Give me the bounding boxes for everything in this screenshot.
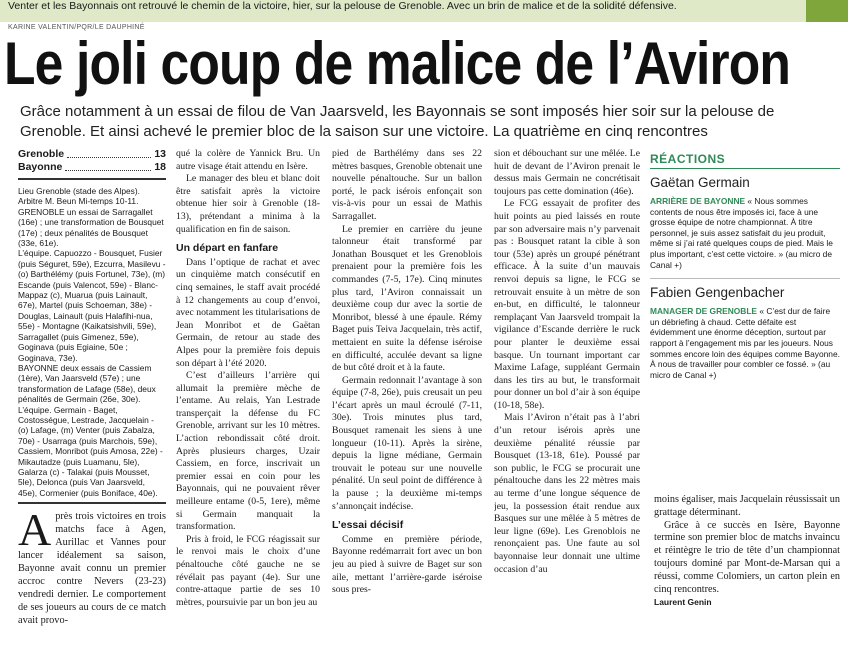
score-team: Bayonne xyxy=(18,161,63,173)
column-2 xyxy=(176,148,320,670)
body-paragraph: sion et débouchant sur une mêlée. Le huit de devant de l’Aviron prenait le dessus mais Germain ne concrétisait toujours pas cette domination (46e). xyxy=(494,148,640,197)
info-paragraph: L’équipe. Capuozzo - Bousquet, Fusier (puis Séguret, 59e), Ezcurra, Masilevu - (o) Barthélémy (puis Fortunel, 73e), (m) Escande (puis Valencot, 59e) - Blanc-Mappaz (c), Muarua (puis Lainault, 67e), Martel (puis Schoeman, 38e) - Douglas, Lainault (puis Halafihi-nua, 55e) - Montagne (Kaikatsishvili, 59e), Sarragallet (puis Gimenez, 59e), Goginava (puis Egiaine, 50e ; Goginava, 73e). xyxy=(18,248,166,363)
body-paragraph: Dans l’optique de rachat et avec un cinquième match consécutif en cinq semaines, le staff avait procédé à 12 changements au coup d’envoi, avec notamment les titularisations de Jean Monribot et de Gaëtan Germain, de retour au stade des Alpes pour la première fois depuis son départ à l’été 2020. xyxy=(176,256,320,369)
info-paragraph: GRENOBLE un essai de Sarragallet (16e) ; une transformation de Bousquet (17e) ; deux pénalités de Bousquet (33e, 61e). xyxy=(18,206,164,249)
quote-role: MANAGER DE GRENOBLE xyxy=(650,306,758,317)
body-paragraph: Comme en première période, Bayonne redémarrait fort avec un bon jeu au pied à suivre de Baget sur son aile, mettant l’arrière-garde iséroise sous pres- xyxy=(332,533,482,596)
body-paragraph: moins égaliser, mais Jacquelain réussissait un grattage déterminant. xyxy=(654,494,840,518)
quote-role: ARRIÈRE DE BAYONNE xyxy=(650,196,746,206)
standfirst: Grâce notamment à un essai de filou de Van Jaarsveld, les Bayonnais se sont imposés hier soir sur la pelouse de Grenoble. Et ainsi achevé le premier bloc de la saison sur une victoire. La quatrième en cinq rencontres xyxy=(20,103,775,140)
photo-caption xyxy=(0,0,848,22)
body-paragraph: Le FCG essayait de profiter des huit points au pied laissés en route par son adversaire mais n’y parvenait pas : Bousquet ratant la cible à son tour (53e) après un groupé pénétrant efficace. À la suite d’un mauvais renvoi depuis sa ligne, le FCG se retrouvait ensuite à un mètre de son en-but, en difficulté, le talonneur remplaçant Van Jaarsveld trompait la vigilance d’Escande derrière le ruck pour planter le deuxième essai basque. Un tournant important car Maxime Lafage, suppléant Germain dans les tirs au but, le transformait pour donner un bol d’air à son équipe (10-18, 58e). xyxy=(494,198,640,411)
quote xyxy=(650,306,840,380)
score-leader xyxy=(65,161,151,171)
quote xyxy=(650,196,840,270)
body-paragraph: Le manager des bleu et blanc doit être satisfait après la victoire obtenue hier soir à Grenoble (18-13), prétendant a minima à la qualification en fin de saison. xyxy=(176,173,320,235)
column-3 xyxy=(332,148,482,670)
lead-paragraph xyxy=(18,504,166,627)
score-points: 18 xyxy=(154,161,166,173)
info-paragraph: BAYONNE deux essais de Cassiem (1ère), Van Jaarsveld (57e) ; une transformation de Lafage (58e), deux pénalités de Germain (26e, 30e). xyxy=(18,362,156,405)
quote-author: Gaëtan Germain xyxy=(650,175,750,190)
lead-text: près trois victoires en trois matchs face à Agen, Aurillac et Vannes pour lancer idéalement sa saison, Bayonne avait connu un premier accroc contre Nevers (23-23) vendredi dernier. Le comportement de ses joueurs au cours de ce match avait provo- xyxy=(18,511,166,627)
column-1 xyxy=(18,148,166,670)
info-paragraph: Lieu Grenoble (stade des Alpes). Arbitre M. Beun Mi-temps 10-11. xyxy=(18,186,140,207)
body-paragraph: Germain redonnait l’avantage à son équipe (7-8, 26e), puis creusait un peu l’écart après un maul écroulé (7-11, 30e). Trois minutes plus tard, Bousquet ramenait les siens à une longueur (10-11). Après la sirène, depuis la ligne médiane, Germain trouvait le poteau sur une nouvelle pénalité. Un seul point de différence à la pause ; la deuxième mi-temps s’annonçait indécise. xyxy=(332,374,482,512)
body-paragraph: C’est d’ailleurs l’arrière qui allumait la première mèche de l’entame. Au relais, Yan Lestrade transperçait la défense du FC Grenoble, arrivant sur les 10 mètres. L’action rebondissait côté droit. Après plusieurs charges, Uzair Cassiem, en force, inscrivait un premier essai en coin pour les Bayonnais, qui ne pouvaient rêver meilleure entame (0-5, 1ere), même si Germain manquait la transformation. xyxy=(176,370,320,533)
quote-author: Fabien Gengenbacher xyxy=(650,285,785,301)
body-paragraph: Pris à froid, le FCG réagissait sur le renvoi mais le choix d’une pénaltouche côté gauche ne se révélait pas payant (4e). Sur une contre-attaque partie de ses 10 mètres, poursuivie par un bon jeu au xyxy=(176,533,320,608)
dropcap: A xyxy=(18,504,52,556)
body-paragraph: Grâce à ce succès en Isère, Bayonne termine son premier bloc de matchs invaincu et réintègre le trio de tête d’un championnat toujours dominé par Mont-de-Marsan qui a réussi, comme Colomiers, un carton plein en cinq rencontres. xyxy=(654,519,840,595)
divider xyxy=(18,178,166,180)
column-5 xyxy=(654,494,840,670)
quote-text: « C’est dur de faire un débriefing à chaud. Cette défaite est évidemment une énorme déception, surtout par rapport à l’engagement mis par les joueurs. Nous sommes encore loin des équipes comme Bayonne. À nous de travailler pour combler ce fossé. » (au micro de Canal +) xyxy=(650,306,840,380)
subheading: Un départ en fanfare xyxy=(176,242,279,255)
body-paragraph: pied de Barthélémy dans ses 22 mètres basques, Grenoble obtenait une nouvelle pénaltouche. Sur un ballon porté, le pack isérois enfonçait son vis-à-vis pour un essai de Mathis Sarragallet. xyxy=(332,148,482,222)
score-points: 13 xyxy=(154,148,166,160)
info-paragraph: L’équipe. Germain - Baget, Costosségue, Lestrade, Jacquelain - (o) Lafage, (m) Venter (puis Zabalza, 70e) - Usarraga (puis Marchois, 59e), Cassiem, Monribot (puis Amosa, 22e) - Mikautadze (puis Luamanu, 5le), Galarza (c) - Talakai (puis Mousset, 5le), Delonca (puis Van Jaarsveld, 45e), Cormenier (puis Boniface, 40e). xyxy=(18,404,163,498)
quote-text: « Nous sommes contents de nous être imposés ici, face à une grosse équipe de notre championnat. À titre personnel, je suis assez satisfait du jeu produit, même si j’ai raté quelques coups de pied. Mais le plus important, c’est cette victoire. » (au micro de Canal +) xyxy=(650,196,833,270)
match-info xyxy=(18,186,166,498)
headline: Le joli coup de malice de l’Aviron xyxy=(4,30,791,97)
score-leader xyxy=(67,148,151,158)
body-paragraph: Mais l’Aviron n’était pas à l’abri d’un retour isérois après une deuxième pénalité réussie par Bousquet (13-18, 61e). Poussé par son public, le FCG se procurait une pénaltouche dans les 22 mètres mais au terme d’une longue séquence de jeu, la possession était rendue aux Basques sur une mêlée à 5 mètres de leur ligne (69e). Les Grenoblois ne renonçaient pas. Une faute au sol bayonnaise leur donnait une ultime occasion d’au xyxy=(494,412,640,575)
score-team: Grenoble xyxy=(18,148,65,160)
body-paragraph: Le premier en carrière du jeune talonneur était transformé par Jonathan Bousquet et les Grenoblois prenaient pour la première fois les commandes (7-5, 17e). Cinq minutes plus tard, l’Aviron connaissait un deuxième coup dur avec la sortie de Monribot, blessé à une épaule. Rémy Baget puis Teiva Jacquelain, très actif, mettaient en suite la défense iséroise en difficulté, acculée devant sa ligne de but côté droit et à la faute. xyxy=(332,223,482,374)
photo-credit: KARINE VALENTIN/PQR/LE DAUPHINÉ xyxy=(8,24,145,31)
body-paragraph: qué la colère de Yannick Bru. Un autre visage était attendu en Isère. xyxy=(176,148,320,172)
score-line-away xyxy=(18,161,166,174)
reactions-kicker: RÉACTIONS xyxy=(650,152,840,169)
subheading: L’essai décisif xyxy=(332,519,404,532)
score-line-home xyxy=(18,148,166,161)
reactions-box xyxy=(650,152,840,488)
author-signature: Laurent Genin xyxy=(654,597,712,608)
column-4 xyxy=(494,148,640,670)
divider xyxy=(650,278,840,279)
photo-strip xyxy=(806,0,848,22)
caption-text: Venter et les Bayonnais ont retrouvé le chemin de la victoire, hier, sur la pelouse de Grenoble. Avec un brin de malice et de la solidité défensive. xyxy=(8,0,677,12)
